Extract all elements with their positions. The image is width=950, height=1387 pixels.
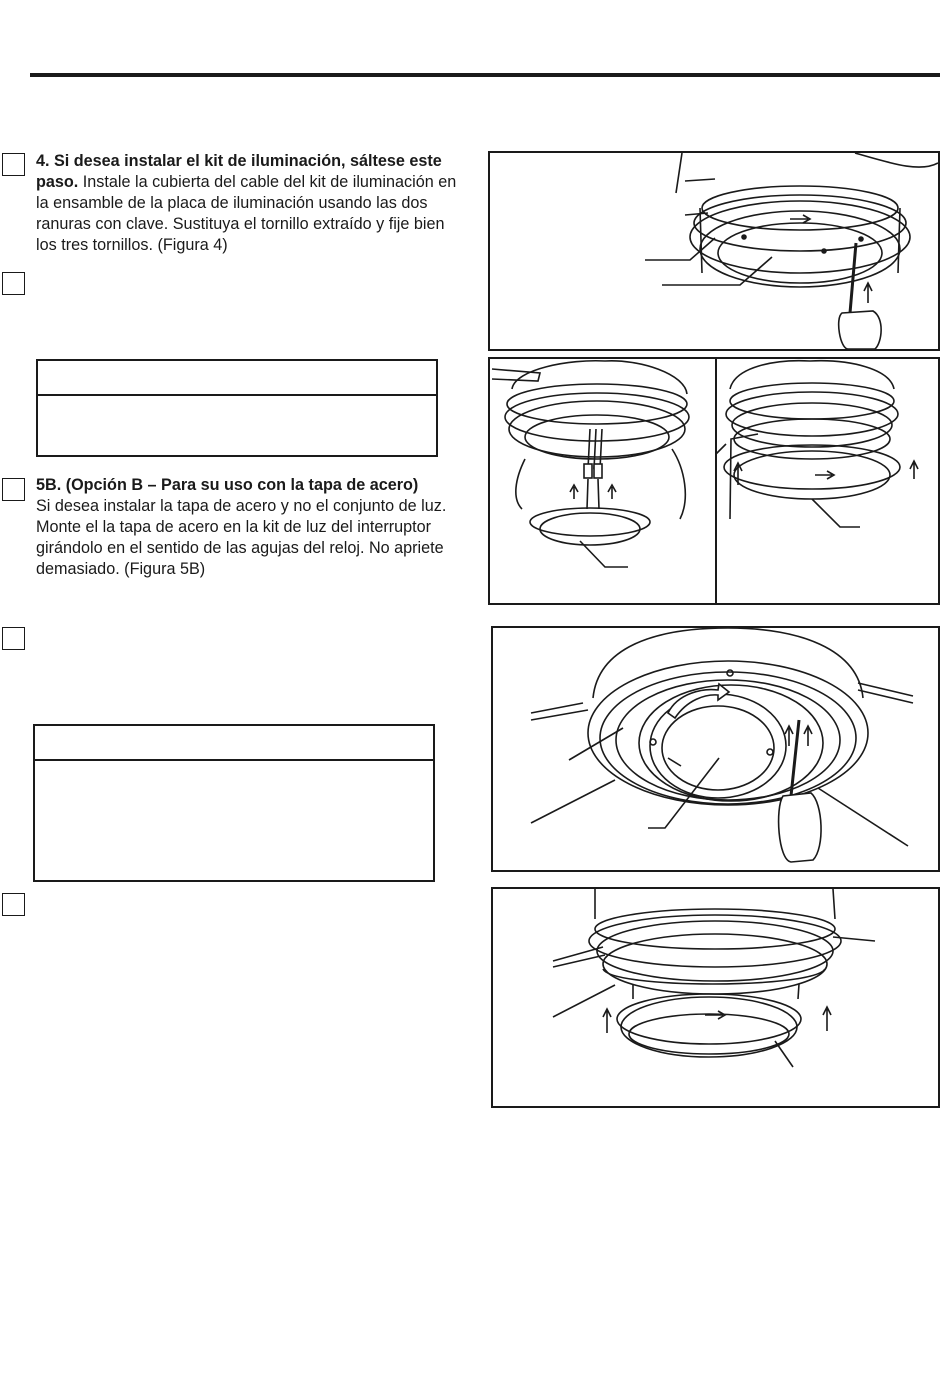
- step-4-text: [36, 151, 466, 256]
- arrow-right-icon: [790, 215, 810, 223]
- arrow-up-icon: [864, 283, 872, 303]
- arrow-up-icon: [570, 485, 578, 499]
- step-5b-heading: 5B. (Opción B – Para su uso con la tapa de acero): [36, 476, 419, 494]
- arrow-up-icon: [910, 461, 918, 479]
- figure-4-illustration: [490, 153, 938, 349]
- screwdriver-icon: [839, 243, 881, 349]
- step-5b-body: Si desea instalar la tapa de acero y no el conjunto de luz. Monte el la tapa de acero en la kit de luz del interruptor girándolo en el sentido de las agujas del reloj. No apriete demasiado. (Figura 5B): [36, 497, 447, 578]
- figure-5-illustration: [490, 359, 938, 603]
- note-box-2: [33, 724, 435, 882]
- figure-4: [488, 151, 940, 351]
- step-5b-text: [36, 475, 466, 580]
- note-box-2-header: [35, 726, 433, 761]
- top-rule: [30, 73, 940, 77]
- arrow-up-icon: [823, 1007, 831, 1031]
- note-box-1: [36, 359, 438, 457]
- step-4-heading: 4. Si desea instalar el kit de iluminación, sáltese este paso.: [36, 152, 442, 191]
- figure-6: [491, 626, 940, 872]
- arrow-right-icon: [705, 1011, 725, 1019]
- arrow-up-icon: [734, 463, 742, 485]
- figure-7: [491, 887, 940, 1108]
- step-checkbox-5a[interactable]: [2, 272, 25, 295]
- step-checkbox-5b[interactable]: [2, 478, 25, 501]
- step-checkbox-7[interactable]: [2, 893, 25, 916]
- arrow-right-icon: [815, 471, 834, 479]
- figure-7-illustration: [493, 889, 938, 1106]
- note-box-1-header: [38, 361, 436, 396]
- step-checkbox-6[interactable]: [2, 627, 25, 650]
- arrow-up-icon: [603, 1009, 611, 1033]
- step-checkbox-4[interactable]: [2, 153, 25, 176]
- figure-6-illustration: [493, 628, 938, 870]
- figure-5: [488, 357, 940, 605]
- arrow-up-icon: [608, 485, 616, 499]
- arrow-up-icon: [804, 726, 812, 746]
- step-4-body: Instale la cubierta del cable del kit de iluminación en la ensamble de la placa de iluminación usando las dos ranuras con clave. Sustituya el tornillo extraído y fije bien los tres tornillos. (Figura 4): [36, 173, 457, 254]
